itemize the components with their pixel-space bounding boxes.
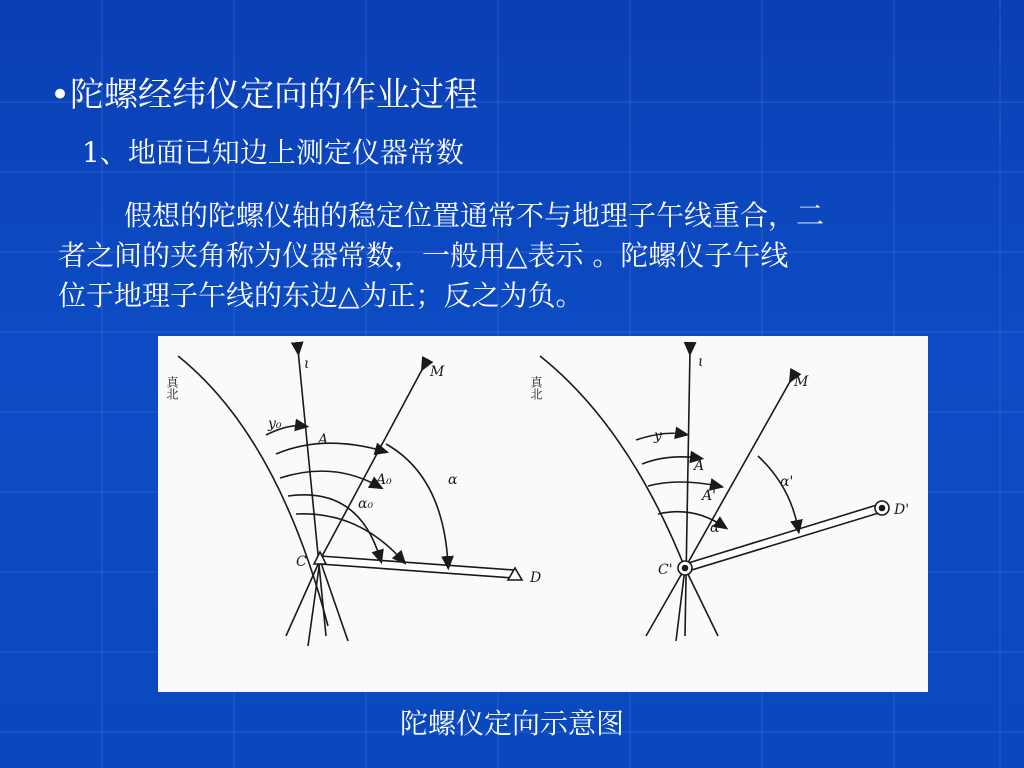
slide-title: •陀螺经纬仪定向的作业过程 [50,75,479,115]
right-alpha-prime-label: α' [780,474,794,490]
left-panel [178,350,522,646]
left-m-label: M [430,364,445,380]
left-a-label: A [318,432,329,448]
right-a-prime-label: A' [702,488,716,504]
left-labels [165,356,541,586]
right-c-label: C' [658,562,673,578]
left-tip-label: ι [304,356,310,372]
figure-caption: 陀螺仪定向示意图 [399,707,624,740]
true-north-meridian [178,356,328,626]
left-d-label: D [530,570,542,586]
orientation-diagram [158,336,928,692]
paragraph-line: 位于地理子午线的东边△为正；反之为负。 [58,279,584,312]
paragraph-line: 者之间的夹角称为仪器常数，一般用△表示 。陀螺仪子午线 [58,239,789,272]
right-labels [529,354,909,578]
paragraph-line: 假想的陀螺仪轴的稳定位置通常不与地理子午线重合，二 [124,199,825,232]
left-north-label: 真北 [165,376,179,400]
right-tip-label: ι [698,354,704,370]
left-c-label: C [296,554,307,570]
right-north-label: 真北 [529,376,543,400]
gyro-axis-line [298,350,329,636]
right-a-label: A [694,458,705,474]
right-alpha-label: α [710,520,720,536]
gyro-axis-line [685,350,690,636]
left-alpha0-label: α₀ [358,496,374,512]
right-gamma-label: y [654,428,662,444]
right-d-label: D' [894,502,910,518]
left-alpha-label: α [448,472,458,488]
body-paragraph [58,196,988,316]
left-a0-label: A₀ [376,472,392,488]
true-north-meridian [540,356,685,568]
left-gamma-label: y₀ [268,416,282,432]
right-m-label: M [794,374,809,390]
slide-subtitle: 1、地面已知边上测定仪器常数 [82,136,464,169]
baseline-cd-bar [320,556,514,578]
direction-m-line [320,366,424,560]
